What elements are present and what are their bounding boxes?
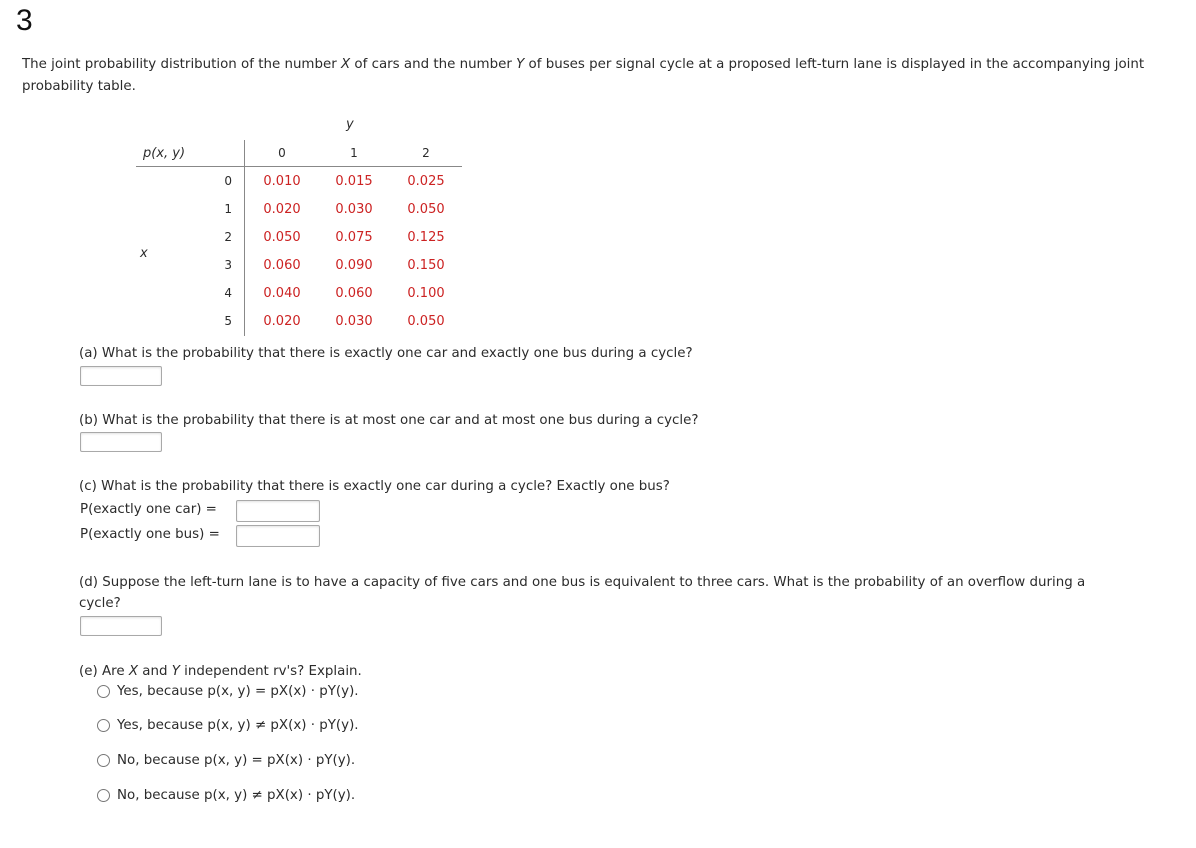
table-corner-label: p(x, y): [143, 146, 186, 161]
part-e-option-2[interactable]: [97, 718, 359, 733]
table-cell: 0.020: [263, 314, 301, 329]
part-e-option-label: Yes, because p(x, y) = pX(x) · pY(y).: [117, 684, 359, 699]
table-cell: 0.150: [407, 258, 445, 273]
table-row-label: 4: [224, 286, 232, 300]
part-c-car-label: P(exactly one car) =: [80, 502, 217, 517]
part-d-question-line2: cycle?: [79, 596, 121, 611]
radio-button[interactable]: [97, 754, 110, 767]
part-e-option-label: No, because p(x, y) = pX(x) · pY(y).: [117, 753, 356, 768]
part-d-answer-input[interactable]: [80, 616, 162, 636]
part-a-answer-input[interactable]: [80, 366, 162, 386]
table-cell: 0.100: [407, 286, 445, 301]
part-e-question: (e) Are X and Y independent rv's? Explain.: [79, 664, 362, 679]
part-e-option-3[interactable]: [97, 753, 355, 768]
part-c-bus-answer-input[interactable]: [236, 525, 320, 547]
table-cell: 0.010: [263, 174, 301, 189]
table-cell: 0.090: [335, 258, 373, 273]
part-c-car-answer-input[interactable]: [236, 500, 320, 522]
table-cell: 0.050: [407, 314, 445, 329]
part-c-question: (c) What is the probability that there is exactly one car during a cycle? Exactly one bus?: [79, 479, 670, 494]
table-cell: 0.025: [407, 174, 445, 189]
table-cell: 0.060: [263, 258, 301, 273]
radio-button[interactable]: [97, 789, 110, 802]
part-e-option-label: Yes, because p(x, y) ≠ pX(x) · pY(y).: [117, 718, 359, 733]
part-d-question-line1: (d) Suppose the left-turn lane is to have a capacity of five cars and one bus is equivalent to three cars. What is the probability of an overflow during a: [79, 575, 1086, 590]
table-row-label: 2: [224, 230, 232, 244]
table-cell: 0.015: [335, 174, 373, 189]
table-row-label: 3: [224, 258, 232, 272]
table-divider-vertical: [244, 140, 245, 336]
table-cell: 0.050: [407, 202, 445, 217]
table-cell: 0.040: [263, 286, 301, 301]
table-x-label: x: [140, 246, 148, 261]
part-e-option-label: No, because p(x, y) ≠ pX(x) · pY(y).: [117, 788, 356, 803]
part-a-question: (a) What is the probability that there is exactly one car and exactly one bus during a cycle?: [79, 346, 693, 361]
table-cell: 0.075: [335, 230, 373, 245]
part-c-bus-label: P(exactly one bus) =: [80, 527, 220, 542]
table-cell: 0.050: [263, 230, 301, 245]
table-y-label: y: [346, 117, 354, 132]
table-cell: 0.060: [335, 286, 373, 301]
part-e-option-1[interactable]: [97, 684, 359, 699]
part-e-option-4[interactable]: [97, 788, 355, 803]
table-row-label: 1: [224, 202, 232, 216]
part-b-answer-input[interactable]: [80, 432, 162, 452]
table-row-label: 5: [224, 314, 232, 328]
table-row-label: 0: [224, 174, 232, 188]
problem-intro: The joint probability distribution of the number X of cars and the number Y of buses per signal cycle at a proposed left-turn lane is displayed in the accompanying joint probability table.: [22, 57, 1145, 94]
table-column-header: 1: [350, 146, 358, 160]
table-column-header: 2: [422, 146, 430, 160]
radio-button[interactable]: [97, 719, 110, 732]
table-cell: 0.030: [335, 314, 373, 329]
table-cell: 0.030: [335, 202, 373, 217]
question-number: 3: [16, 4, 33, 37]
table-divider-horizontal: [136, 166, 462, 167]
table-cell: 0.125: [407, 230, 445, 245]
part-b-question: (b) What is the probability that there is at most one car and at most one bus during a cycle?: [79, 413, 699, 428]
radio-button[interactable]: [97, 685, 110, 698]
table-cell: 0.020: [263, 202, 301, 217]
table-column-header: 0: [278, 146, 286, 160]
